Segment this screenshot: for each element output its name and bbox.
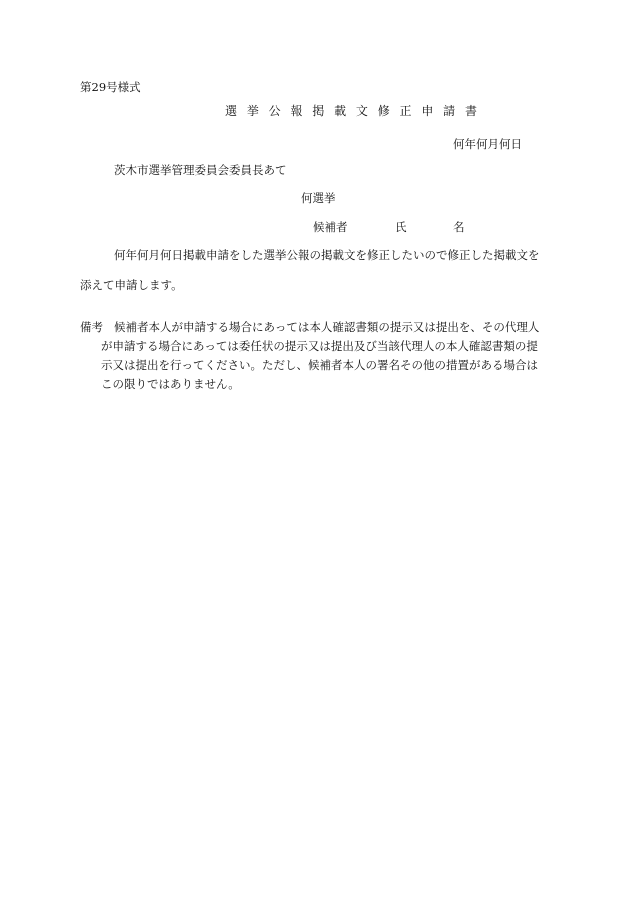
candidate-label: 候補者 bbox=[313, 220, 348, 234]
remarks-text-line: 候補者本人が申請する場合にあっては本人確認書類の提示又は提出を、その代理人 bbox=[114, 320, 540, 334]
remarks-label: 備考 bbox=[80, 320, 103, 334]
date-line: 何年何月何日 bbox=[453, 137, 522, 151]
addressee: 茨木市選挙管理委員会委員長あて bbox=[114, 163, 287, 177]
document-title: 選 挙 公 報 掲 載 文 修 正 申 請 書 bbox=[225, 104, 480, 118]
remarks-text-line: この限りではありません。 bbox=[101, 377, 240, 391]
remarks-text-line: が申請する場合にあっては委任状の提示又は提出及び当該代理人の本人確認書類の提 bbox=[101, 339, 538, 353]
remarks-text-line: 示又は提出を行ってください。ただし、候補者本人の署名その他の措置がある場合は bbox=[101, 358, 538, 372]
form-number: 第29号様式 bbox=[80, 80, 141, 94]
name-label-given: 名 bbox=[453, 220, 465, 234]
name-label-surname: 氏 bbox=[395, 220, 407, 234]
body-text-line: 何年何月何日掲載申請をした選挙公報の掲載文を修正したいので修正した掲載文を bbox=[114, 248, 540, 262]
election-name: 何選挙 bbox=[301, 191, 336, 205]
body-text-line: 添えて申請します。 bbox=[80, 278, 183, 292]
